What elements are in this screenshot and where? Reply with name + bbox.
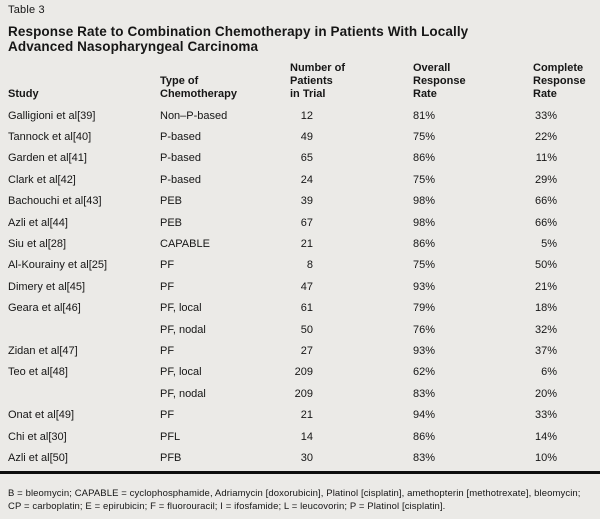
overall-rate-cell: 83% bbox=[412, 387, 435, 400]
chemo-type-cell: PF bbox=[160, 259, 175, 272]
column-header-patients-in-trial: Number of Patients in Trial bbox=[290, 62, 345, 100]
complete-rate-cell: 10% bbox=[534, 451, 557, 464]
study-cell: Teo et al[48] bbox=[8, 366, 68, 379]
column-header-overall-response-rate: Overall Response Rate bbox=[413, 62, 466, 100]
patients-count-cell: 24 bbox=[300, 173, 313, 186]
overall-rate-cell: 81% bbox=[412, 109, 435, 122]
patients-count-cell: 8 bbox=[306, 259, 313, 272]
footnote-line-2: CP = carboplatin; E = epirubicin; F = fluorouracil; I = ifosfamide; L = leucovorin; P = Platinol [cisplatin]. bbox=[8, 500, 446, 512]
study-cell: Al-Kourainy et al[25] bbox=[8, 259, 108, 272]
overall-rate-cell: 94% bbox=[412, 409, 435, 422]
table-row bbox=[8, 169, 557, 190]
chemo-type-cell: CAPABLE bbox=[160, 238, 210, 251]
patients-count-cell: 14 bbox=[300, 430, 313, 443]
table-bottom-rule bbox=[0, 471, 600, 474]
chemo-type-cell: PF bbox=[160, 280, 175, 293]
table-row bbox=[8, 255, 557, 276]
table-row bbox=[8, 362, 557, 383]
footnote-line-1: B = bleomycin; CAPABLE = cyclophosphamide, Adriamycin [doxorubicin], Platinol [cisplatin], amethopterin [methotrexate], bleomycin; bbox=[8, 487, 581, 499]
chemo-type-cell: PF, local bbox=[160, 366, 202, 379]
complete-rate-cell: 21% bbox=[534, 280, 557, 293]
patients-count-cell: 49 bbox=[300, 131, 313, 144]
overall-rate-cell: 93% bbox=[412, 280, 435, 293]
complete-rate-cell: 11% bbox=[535, 152, 557, 165]
overall-rate-cell: 75% bbox=[412, 131, 435, 144]
patients-count-cell: 209 bbox=[294, 387, 313, 400]
patients-count-cell: 21 bbox=[300, 238, 313, 251]
patients-count-cell: 27 bbox=[300, 344, 313, 357]
study-cell: Zidan et al[47] bbox=[8, 344, 78, 357]
patients-count-cell: 65 bbox=[300, 152, 313, 165]
overall-rate-cell: 79% bbox=[412, 302, 435, 315]
complete-rate-cell: 66% bbox=[534, 216, 557, 229]
table-header-row bbox=[8, 62, 586, 101]
table-row bbox=[8, 191, 557, 212]
complete-rate-cell: 20% bbox=[534, 387, 557, 400]
chemo-type-cell: PFL bbox=[160, 430, 181, 443]
patients-count-cell: 209 bbox=[294, 366, 313, 379]
complete-rate-cell: 66% bbox=[534, 195, 557, 208]
table-row bbox=[8, 105, 557, 126]
study-cell: Bachouchi et al[43] bbox=[8, 195, 102, 208]
overall-rate-cell: 98% bbox=[412, 195, 435, 208]
overall-rate-cell: 75% bbox=[412, 259, 435, 272]
patients-count-cell: 47 bbox=[300, 280, 313, 293]
overall-rate-cell: 93% bbox=[412, 344, 435, 357]
overall-rate-cell: 98% bbox=[412, 216, 435, 229]
table-row bbox=[8, 447, 557, 468]
chemo-type-cell: PF, nodal bbox=[160, 387, 206, 400]
complete-rate-cell: 32% bbox=[534, 323, 557, 336]
study-cell: Tannock et al[40] bbox=[8, 131, 92, 144]
patients-count-cell: 12 bbox=[300, 109, 313, 122]
study-cell: Clark et al[42] bbox=[8, 173, 76, 186]
table-footnote bbox=[8, 487, 594, 513]
chemo-type-cell: PEB bbox=[160, 216, 183, 229]
study-cell: Chi et al[30] bbox=[8, 430, 67, 443]
overall-rate-cell: 62% bbox=[412, 366, 435, 379]
patients-count-cell: 30 bbox=[300, 451, 313, 464]
overall-rate-cell: 83% bbox=[412, 451, 435, 464]
complete-rate-cell: 18% bbox=[534, 302, 557, 315]
table-row bbox=[8, 404, 557, 425]
column-header-complete-response-rate: Complete Response Rate bbox=[533, 62, 586, 100]
table-row bbox=[8, 340, 557, 361]
column-header-study: Study bbox=[8, 88, 39, 100]
chemo-type-cell: PF bbox=[160, 344, 175, 357]
table-row bbox=[8, 148, 557, 169]
complete-rate-cell: 50% bbox=[534, 259, 557, 272]
study-cell: Galligioni et al[39] bbox=[8, 109, 96, 122]
patients-count-cell: 21 bbox=[300, 409, 313, 422]
table-row bbox=[8, 298, 557, 319]
study-cell: Azli et al[44] bbox=[8, 216, 68, 229]
complete-rate-cell: 29% bbox=[534, 173, 557, 186]
table-title-line-2: Advanced Nasopharyngeal Carcinoma bbox=[8, 39, 259, 54]
patients-count-cell: 67 bbox=[300, 216, 313, 229]
table-row bbox=[8, 319, 557, 340]
chemo-type-cell: Non–P-based bbox=[160, 109, 228, 122]
complete-rate-cell: 14% bbox=[534, 430, 557, 443]
table-row bbox=[8, 233, 557, 254]
study-cell: Azli et al[50] bbox=[8, 451, 68, 464]
table-row bbox=[8, 276, 557, 297]
study-cell: Siu et al[28] bbox=[8, 238, 67, 251]
complete-rate-cell: 22% bbox=[534, 131, 557, 144]
chemo-type-cell: PF bbox=[160, 409, 175, 422]
overall-rate-cell: 86% bbox=[412, 238, 435, 251]
table-body bbox=[8, 105, 600, 469]
table-row bbox=[8, 383, 557, 404]
overall-rate-cell: 86% bbox=[412, 430, 435, 443]
complete-rate-cell: 33% bbox=[534, 409, 557, 422]
chemo-type-cell: PF, local bbox=[160, 302, 202, 315]
chemo-type-cell: PEB bbox=[160, 195, 183, 208]
table-row bbox=[8, 212, 557, 233]
complete-rate-cell: 5% bbox=[541, 238, 557, 251]
table-title-line-1: Response Rate to Combination Chemotherapy in Patients With Locally bbox=[8, 24, 469, 39]
column-header-chemotherapy-type: Type of Chemotherapy bbox=[160, 75, 238, 100]
chemo-type-cell: P-based bbox=[160, 152, 201, 165]
chemo-type-cell: PF, nodal bbox=[160, 323, 206, 336]
chemo-type-cell: P-based bbox=[160, 173, 201, 186]
study-cell: Dimery et al[45] bbox=[8, 280, 86, 293]
table-row bbox=[8, 126, 557, 147]
complete-rate-cell: 6% bbox=[541, 366, 557, 379]
study-cell: Garden et al[41] bbox=[8, 152, 87, 165]
study-cell: Geara et al[46] bbox=[8, 302, 81, 315]
table-number-label: Table 3 bbox=[8, 4, 45, 16]
complete-rate-cell: 33% bbox=[534, 109, 557, 122]
table-title bbox=[8, 24, 600, 54]
overall-rate-cell: 75% bbox=[412, 173, 435, 186]
overall-rate-cell: 86% bbox=[412, 152, 435, 165]
study-cell: Onat et al[49] bbox=[8, 409, 75, 422]
complete-rate-cell: 37% bbox=[534, 344, 557, 357]
patients-count-cell: 39 bbox=[300, 195, 313, 208]
table-row bbox=[8, 426, 557, 447]
patients-count-cell: 50 bbox=[300, 323, 313, 336]
chemo-type-cell: P-based bbox=[160, 131, 201, 144]
overall-rate-cell: 76% bbox=[412, 323, 435, 336]
chemo-type-cell: PFB bbox=[160, 451, 182, 464]
patients-count-cell: 61 bbox=[300, 302, 313, 315]
